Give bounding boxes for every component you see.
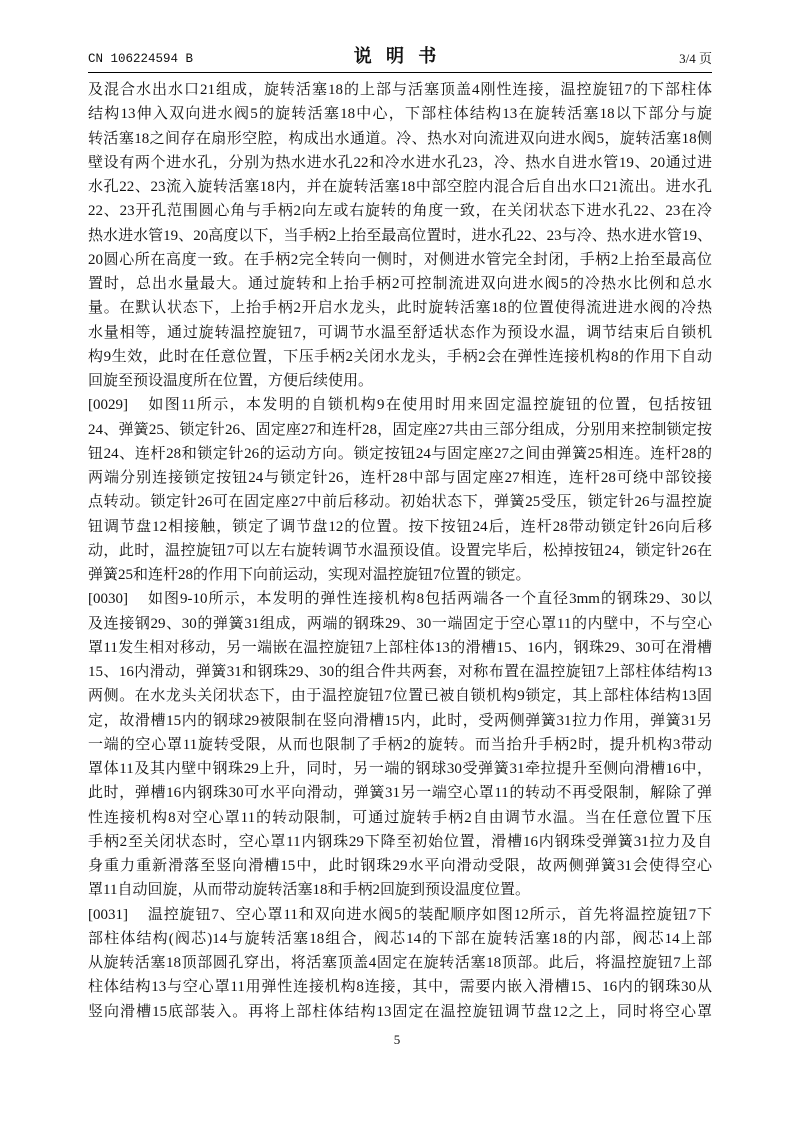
paragraph-continued: [88, 78, 712, 393]
text-line: 手柄2至关闭状态时，空心罩11内钢珠29下降至初始位置，滑槽16内钢珠受弹簧31拉力及自: [88, 833, 712, 850]
text-line: 此时，弹槽16内钢珠30可水平向滑动，弹簧31另一端空心罩11的转动不再受限制，解除了弹: [88, 785, 712, 802]
page-number: 5: [393, 1032, 401, 1047]
text-line: 置时，总出水量最大。通过旋转和上抬手柄2可控制流进双向进水阀5的冷热水比例和总水: [88, 276, 712, 292]
paragraph-number: [0030]: [88, 591, 128, 608]
text-line: 罩11自动回旋，从而带动旋转活塞18和手柄2回旋到预设温度位置。: [88, 882, 530, 899]
text-line: 22、23开孔范围圆心角与手柄2向左或右旋转的角度一致，在关闭状态下进水孔22、23在冷: [88, 203, 712, 220]
text-line: 钮24、连杆28和锁定针26的运动方向。锁定按钮24与固定座27之间由弹簧25相连。连杆28的: [88, 445, 712, 462]
paragraph-0031: [88, 903, 712, 1024]
paragraph-number: [0029]: [88, 397, 128, 414]
text-line: 部柱体结构(阀芯)14与旋转活塞18组合，阀芯14的下部在旋转活塞18的内部，阀芯14上部: [88, 930, 712, 947]
paragraph-0029: [88, 393, 712, 587]
text-line: 一端的空心罩11旋转受限，从而也限制了手柄2的旋转。而当抬升手柄2时，提升机构3带动: [88, 736, 712, 753]
text-line: 构9生效，此时在任意位置，下压手柄2关闭水龙头，手柄2会在弹性连接机构8的作用下自动: [88, 348, 712, 365]
text-line: 柱体结构13与空心罩11用弹性连接机构8连接，其中，需要内嵌入滑槽15、16内的钢珠30从: [88, 979, 712, 996]
text-line: 及连接钢29、30的弹簧31组成，两端的钢珠29、30一端固定于空心罩11的内壁中，不与空心: [88, 615, 712, 632]
text-line-first: [88, 587, 712, 611]
text-line: 弹簧25和连杆28的作用下向前运动，实现对温控旋钮7位置的锁定。: [88, 567, 531, 583]
text-line: 点转动。锁定针26可在固定座27中前后移动。初始状态下，弹簧25受压，锁定针26与温控旋: [88, 494, 712, 511]
text-line: 转活塞18之间存在扇形空腔，构成出水通道。冷、热水对向流进双向进水阀5，旋转活塞18侧: [88, 130, 712, 147]
text-line: 及混合水出水口21组成，旋转活塞18的上部与活塞顶盖4刚性连接，温控旋钮7的下部柱体: [88, 82, 712, 98]
text-line: 量。在默认状态下，上抬手柄2开启水龙头，此时旋转活塞18的位置使得流进进水阀的冷热: [88, 300, 712, 317]
text-line: 竖向滑槽15底部装入。再将上部柱体结构13固定在温控旋钮调节盘12之上，同时将空心罩: [88, 1003, 712, 1020]
text-line: 罩11发生相对移动，另一端嵌在温控旋钮7上部柱体13的滑槽15、16内，钢珠29、30可在滑槽: [88, 639, 712, 656]
text-line: 钮调节盘12相接触，锁定了调节盘12的位置。按下按钮24后，连杆28带动锁定针26向后移: [88, 518, 712, 535]
text-line: 两端分别连接锁定按钮24与锁定针26，连杆28中部与固定座27相连，连杆28可绕中部铰接: [88, 470, 712, 486]
text-line: 从旋转活塞18顶部圆孔穿出，将活塞顶盖4固定在旋转活塞18顶部。此后，将温控旋钮7上部: [88, 955, 712, 971]
text-line: 水量相等，通过旋转温控旋钮7，可调节水温至舒适状态作为预设水温，调节结束后自锁机: [88, 324, 712, 341]
text-line-content: 如图11所示，本发明的自锁机构9在使用时用来固定温控旋钮的位置，包括按钮: [147, 397, 712, 414]
text-line: 两侧。在水龙头关闭状态下，由于温控旋钮7位置已被自锁机构9锁定，其上部柱体结构13固: [88, 688, 712, 705]
paragraph-0030: [88, 587, 712, 902]
header-divider: [88, 72, 712, 73]
text-line-first: [88, 393, 712, 417]
text-line: 20圆心所在高度一致。在手柄2完全转向一侧时，对侧进水管完全封闭，手柄2上抬至最高位: [88, 251, 712, 268]
text-line: 结构13伸入双向进水阀5的旋转活塞18中心，下部柱体结构13在旋转活塞18以下部分与旋: [88, 106, 712, 123]
text-line: 热水进水管19、20高度以下，当手柄2上抬至最高位置时，进水孔22、23与冷、热水进水管19、: [88, 227, 712, 244]
text-line-content: 如图9-10所示，本发明的弹性连接机构8包括两端各一个直径3mm的钢珠29、30以: [147, 591, 712, 608]
text-line: 回旋至预设温度所在位置，方便后续使用。: [88, 373, 374, 389]
text-line: 24、弹簧25、锁定针26、固定座27和连杆28，固定座27共由三部分组成，分别用来控制锁定按: [88, 421, 712, 438]
paragraph-number: [0031]: [88, 906, 128, 923]
text-line: 性连接机构8对空心罩11的转动限制，可通过旋转手柄2自由调节水温。当在任意位置下压: [88, 809, 712, 826]
page-indicator: 3/4 页: [679, 51, 712, 66]
text-line: 壁设有两个进水孔，分别为热水进水孔22和冷水进水孔23，冷、热水自进水管19、20通过进: [88, 154, 712, 171]
text-line-content: 温控旋钮7、空心罩11和双向进水阀5的装配顺序如图12所示，首先将温控旋钮7下: [147, 906, 712, 923]
text-line-first: [88, 903, 712, 927]
text-line: 水孔22、23流入旋转活塞18内，并在旋转活塞18中部空腔内混合后自出水口21流出。进水孔: [88, 179, 712, 195]
text-line: 罩体11及其内壁中钢珠29上升，同时，另一端的钢球30受弹簧31牵拉提升至侧向滑槽16中，: [88, 761, 712, 777]
document-title: 说 明 书: [353, 46, 441, 67]
document-body: [88, 78, 712, 1024]
text-line: 15、16内滑动，弹簧31和钢珠29、30的组合件共两套，对称布置在温控旋钮7上部柱体结构13: [88, 664, 712, 680]
text-line: 动，此时，温控旋钮7可以左右旋转调节水温预设值。设置完毕后，松掉按钮24，锁定针26在: [88, 542, 712, 559]
publication-number: CN 106224594 B: [88, 52, 194, 66]
text-line: 身重力重新滑落至竖向滑槽15中，此时钢珠29水平向滑动受限，故两侧弹簧31会使得空心: [88, 858, 712, 874]
text-line: 定，故滑槽15内的钢球29被限制在竖向滑槽15内，此时，受两侧弹簧31拉力作用，弹簧31另: [88, 712, 712, 729]
